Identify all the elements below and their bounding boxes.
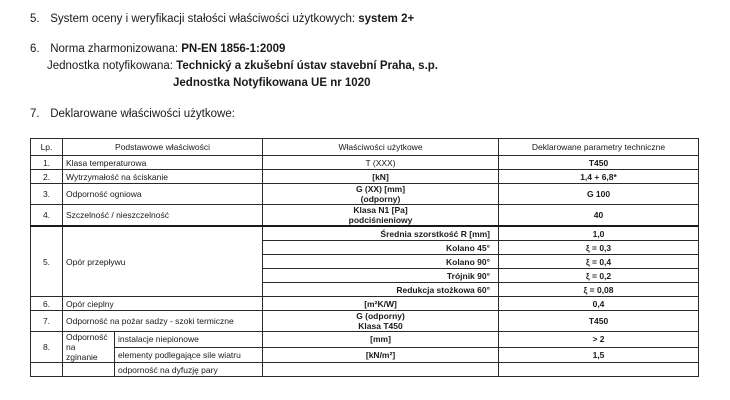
row-lp: 3.: [31, 184, 63, 205]
row-performance: [263, 184, 499, 205]
row-property: Szczelność / nieszczelność: [63, 205, 263, 227]
row-performance: Trójnik 90°: [263, 269, 499, 283]
row-parameter: [499, 363, 699, 377]
row-performance-line-1: G (XX) [mm]: [355, 184, 406, 194]
row-parameter: 1,0: [499, 226, 699, 241]
header-declared-parameters: Deklarowane parametry techniczne: [499, 139, 699, 156]
table-header-row: [31, 139, 699, 156]
row-lp: 7.: [31, 311, 63, 332]
table-row: [31, 347, 699, 363]
row-parameter: 1,5: [499, 347, 699, 363]
row-performance: [263, 311, 499, 332]
row-performance: [mm]: [263, 332, 499, 348]
row-property: Odporność na pożar sadzy - szoki termiczne: [63, 311, 263, 332]
row-performance: Kolano 45°: [263, 241, 499, 255]
section-6-norm-value: PN-EN 1856-1:2009: [181, 43, 286, 55]
section-7-number: 7.: [30, 108, 40, 120]
header-performance: Właściwości użytkowe: [263, 139, 499, 156]
row-property-line-1: Odporność na: [66, 332, 108, 352]
row-performance: Redukcja stożkowa 60°: [263, 283, 499, 297]
row-lp: 5.: [31, 226, 63, 297]
row-performance: [263, 205, 499, 227]
row-performance-line-1: Klasa N1 [Pa]: [353, 205, 408, 215]
section-6-notified-value-1: Technický a zkušební ústav stavební Praha, s.p.: [176, 60, 438, 72]
row-performance: [m²K/W]: [263, 297, 499, 311]
table-row: [31, 156, 699, 170]
row-condition: elementy podlegające sile wiatru: [115, 347, 263, 363]
section-6: [30, 43, 285, 55]
row-property: Opór cieplny: [63, 297, 263, 311]
row-parameter: ξ = 0,08: [499, 283, 699, 297]
row-property: Opór przepływu: [63, 226, 263, 297]
row-performance: [kN]: [263, 170, 499, 184]
section-6-norm-label: Norma zharmonizowana:: [50, 43, 179, 55]
header-basic-properties: Podstawowe właściwości: [63, 139, 263, 156]
table-row: [31, 170, 699, 184]
row-performance: Kolano 90°: [263, 255, 499, 269]
row-lp: [31, 363, 63, 377]
table-row: [31, 226, 699, 241]
row-parameter: 0,4: [499, 297, 699, 311]
row-performance: T (XXX): [263, 156, 499, 170]
row-lp: 6.: [31, 297, 63, 311]
section-7-label: Deklarowane właściwości użytkowe:: [50, 108, 235, 120]
row-parameter: ξ = 0,3: [499, 241, 699, 255]
row-parameter: T450: [499, 156, 699, 170]
table-row: [31, 332, 699, 348]
section-6-number: 6.: [30, 43, 40, 55]
table-row: [31, 311, 699, 332]
table-row: [31, 184, 699, 205]
row-parameter: 1,4 + 6,8*: [499, 170, 699, 184]
row-parameter: ξ = 0,4: [499, 255, 699, 269]
header-lp: Lp.: [31, 139, 63, 156]
row-property: [63, 363, 115, 377]
row-parameter: G 100: [499, 184, 699, 205]
row-performance-line-2: Klasa T450: [358, 321, 403, 331]
row-performance: [263, 363, 499, 377]
row-lp: 8.: [31, 332, 63, 363]
row-performance-line-2: (odporny): [360, 194, 401, 204]
row-parameter: T450: [499, 311, 699, 332]
row-parameter: ξ = 0,2: [499, 269, 699, 283]
row-property: Klasa temperaturowa: [63, 156, 263, 170]
section-5-label: System oceny i weryfikacji stałości właściwości użytkowych:: [50, 13, 356, 25]
table-row: [31, 297, 699, 311]
row-lp: 2.: [31, 170, 63, 184]
row-parameter: > 2: [499, 332, 699, 348]
row-property: [63, 332, 115, 363]
declared-properties-table: [30, 138, 699, 377]
row-performance: Średnia szorstkość R [mm]: [263, 226, 499, 241]
row-parameter: 40: [499, 205, 699, 227]
table-row: [31, 363, 699, 377]
row-lp: 4.: [31, 205, 63, 227]
row-property: Odporność ogniowa: [63, 184, 263, 205]
table-row: [31, 205, 699, 227]
section-5: [30, 13, 414, 25]
row-property: Wytrzymałość na ściskanie: [63, 170, 263, 184]
row-property-line-2: zginanie: [66, 352, 98, 362]
section-5-number: 5.: [30, 13, 40, 25]
row-condition: odporność na dyfuzję pary: [115, 363, 263, 377]
section-6-notified-label: Jednostka notyfikowana:: [47, 60, 173, 72]
section-6-notified-value-2: Jednostka Notyfikowana UE nr 1020: [173, 77, 371, 89]
section-7: [30, 108, 235, 120]
row-performance-line-1: G (odporny): [356, 311, 405, 321]
section-6-notified: [47, 60, 438, 72]
row-lp: 1.: [31, 156, 63, 170]
section-5-value: system 2+: [358, 13, 415, 25]
row-condition: instalacje niepionowe: [115, 332, 263, 348]
row-performance: [kN/m²]: [263, 347, 499, 363]
row-performance-line-2: podciśnieniowy: [348, 215, 413, 225]
